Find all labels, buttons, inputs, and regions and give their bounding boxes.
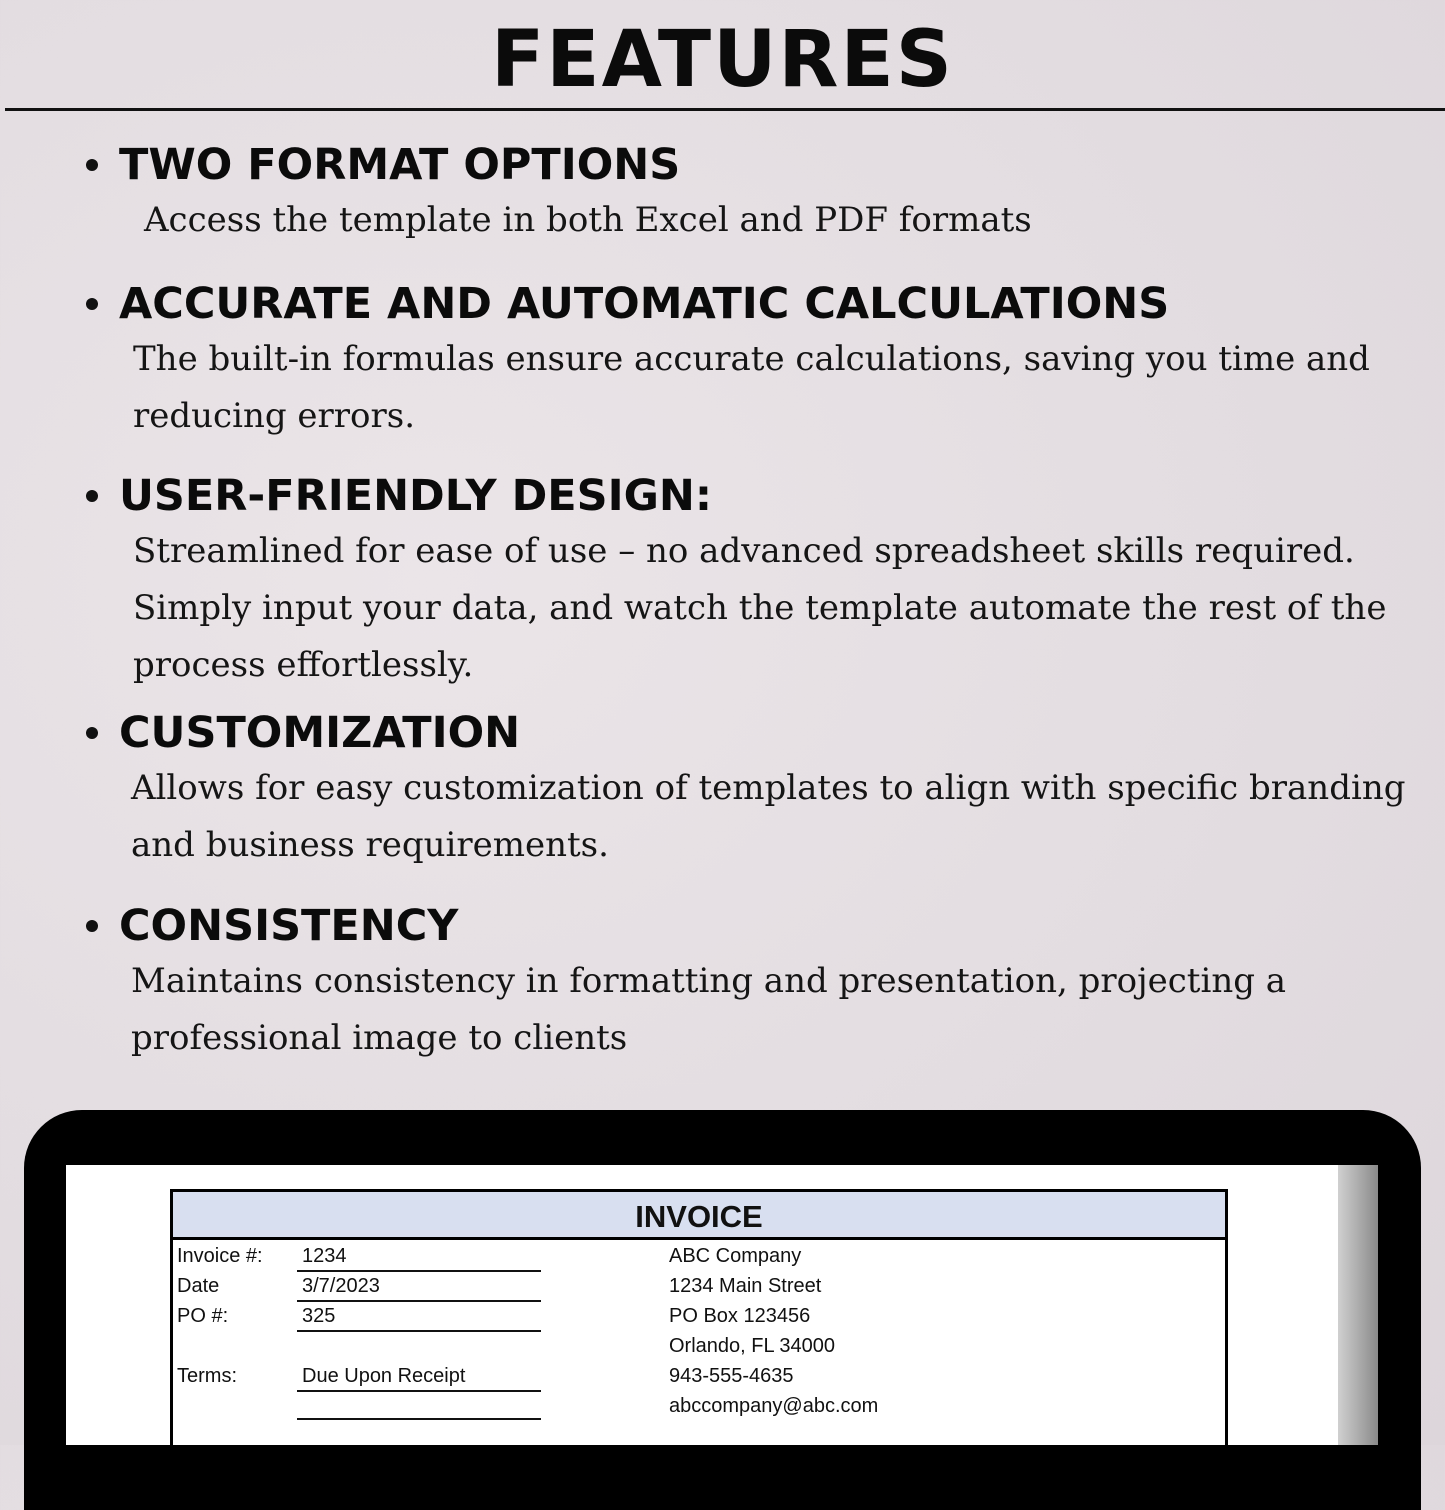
- feature-heading-text: CONSISTENCY: [119, 901, 459, 951]
- feature-description: The built-in formulas ensure accurate calculations, saving you time and reducing errors.: [133, 339, 1370, 436]
- po-number-value: 325: [297, 1304, 541, 1332]
- feature-heading-text: ACCURATE AND AUTOMATIC CALCULATIONS: [119, 279, 1170, 329]
- feature-user-friendly-design: [86, 471, 1416, 694]
- feature-heading-text: CUSTOMIZATION: [119, 708, 521, 758]
- feature-description: Streamlined for ease of use – no advanced spreadsheet skills required. Simply input your data, and watch the template automate the rest of the process effortlessly.: [133, 531, 1387, 685]
- feature-customization: [86, 708, 1416, 874]
- feature-heading: [86, 471, 1416, 521]
- date-label: Date: [177, 1275, 220, 1297]
- bullet-icon: [86, 298, 98, 310]
- company-po-box: PO Box 123456: [669, 1305, 811, 1327]
- laptop-screen: [66, 1165, 1378, 1445]
- invoice-preview: [170, 1189, 1228, 1445]
- feature-two-format-options: [86, 140, 1416, 249]
- feature-heading-text: USER-FRIENDLY DESIGN:: [119, 471, 713, 521]
- invoice-number-label: Invoice #:: [177, 1245, 263, 1267]
- company-street: 1234 Main Street: [669, 1275, 822, 1297]
- bullet-icon: [86, 727, 98, 739]
- feature-heading-text: TWO FORMAT OPTIONS: [119, 140, 681, 190]
- company-phone: 943-555-4635: [669, 1365, 794, 1387]
- title-divider: [5, 108, 1445, 111]
- feature-heading: [86, 140, 1416, 190]
- company-city: Orlando, FL 34000: [669, 1335, 836, 1357]
- invoice-title: INVOICE: [173, 1192, 1225, 1240]
- terms-value: Due Upon Receipt: [297, 1364, 541, 1392]
- page-title: FEATURES: [491, 15, 954, 105]
- feature-description: Access the template in both Excel and PDF formats: [144, 200, 1032, 240]
- invoice-number-value: 1234: [297, 1244, 541, 1272]
- feature-heading: [86, 708, 1416, 758]
- terms-label: Terms:: [177, 1365, 237, 1387]
- feature-accurate-calculations: [86, 279, 1416, 445]
- company-email: abccompany@abc.com: [669, 1395, 879, 1417]
- feature-description: Allows for easy customization of templates to align with specific branding and business requirements.: [131, 768, 1406, 865]
- feature-description: Maintains consistency in formatting and presentation, projecting a professional image to clients: [131, 961, 1287, 1058]
- feature-consistency: [86, 901, 1416, 1067]
- blank-field-line: [297, 1418, 541, 1420]
- bullet-icon: [86, 490, 98, 502]
- screen-edge-shadow: [1338, 1165, 1378, 1445]
- date-value: 3/7/2023: [297, 1274, 541, 1302]
- bullet-icon: [86, 159, 98, 171]
- feature-heading: [86, 901, 1416, 951]
- company-name: ABC Company: [669, 1245, 802, 1267]
- po-number-label: PO #:: [177, 1305, 229, 1327]
- feature-heading: [86, 279, 1416, 329]
- bullet-icon: [86, 920, 98, 932]
